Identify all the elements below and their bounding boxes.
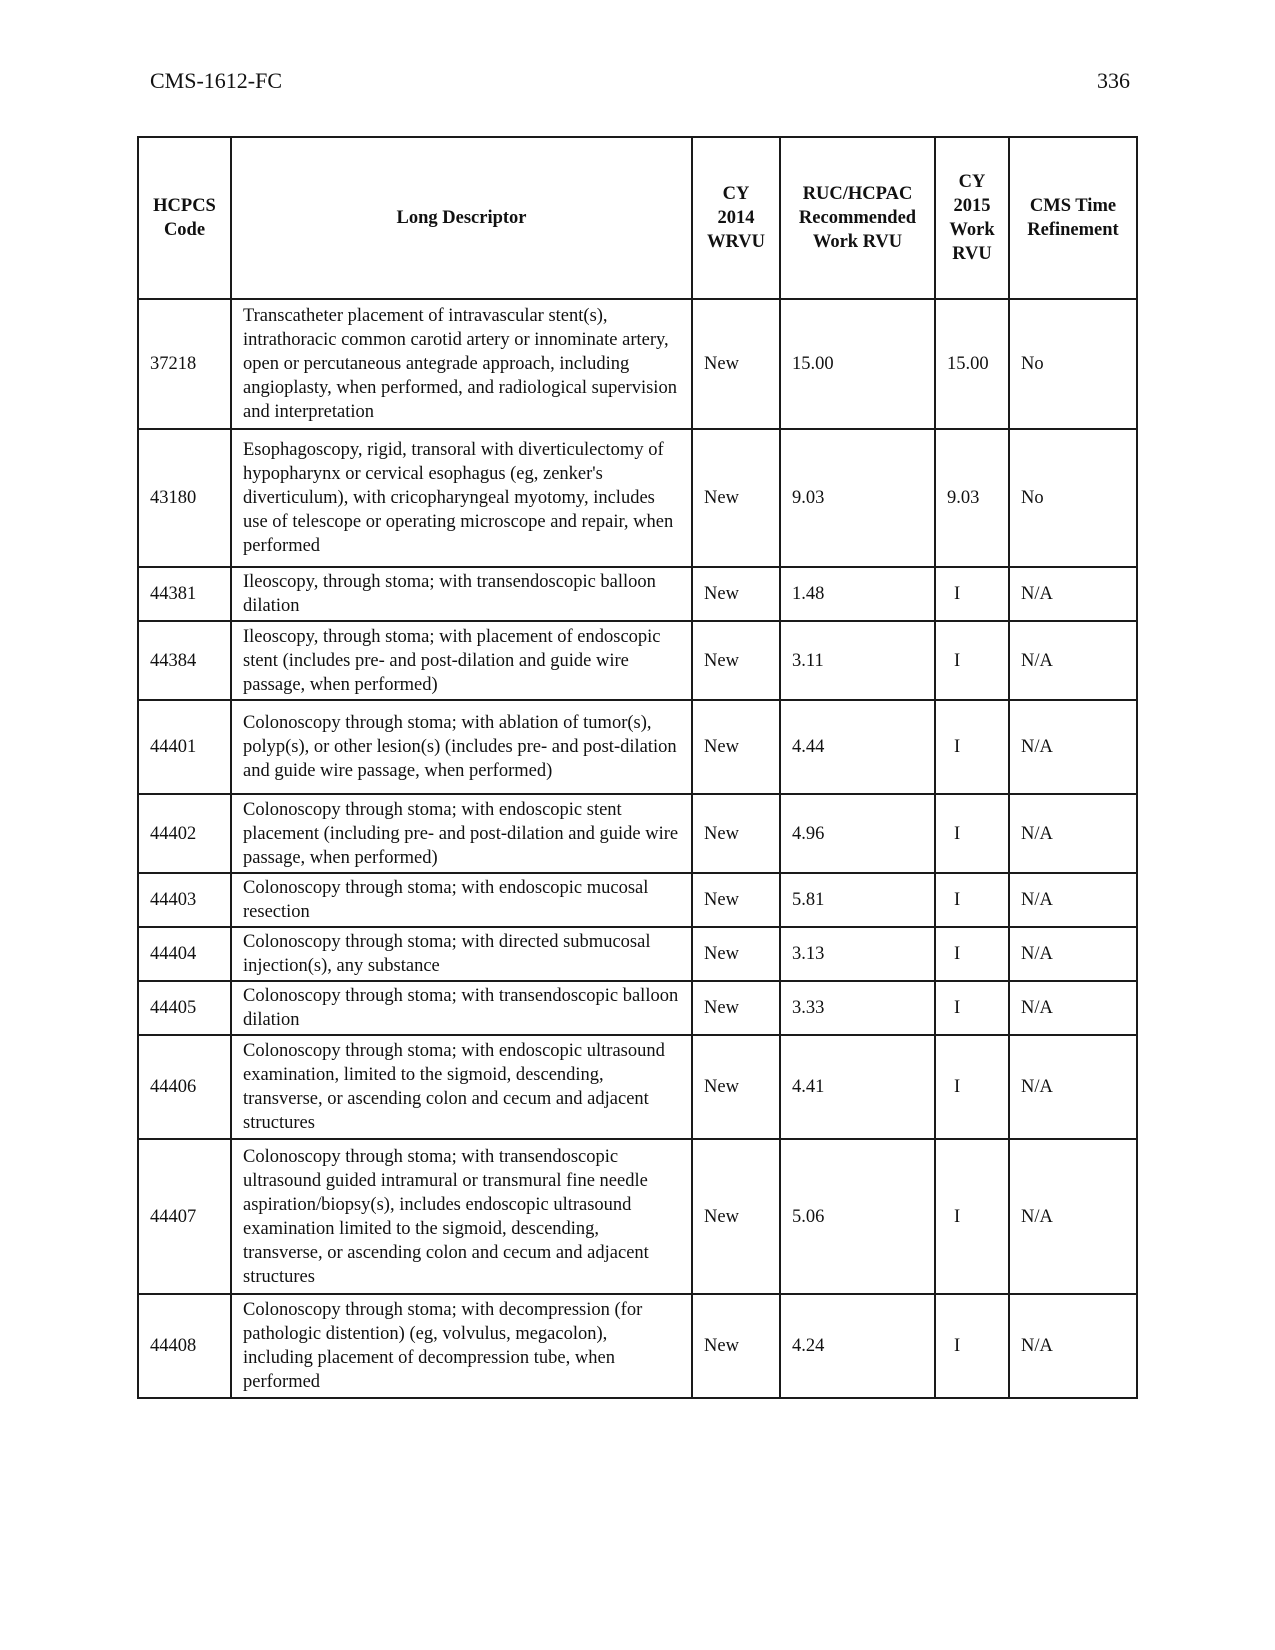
- ruc-rvu-cell: 4.96: [780, 794, 935, 873]
- cy2014-wrvu-cell: New: [692, 873, 780, 927]
- long-descriptor-cell: Colonoscopy through stoma; with endoscopic mucosal resection: [231, 873, 692, 927]
- table-row: [138, 981, 1137, 1035]
- time-refinement-cell: N/A: [1009, 1035, 1137, 1139]
- header-line: CY: [722, 184, 750, 204]
- table-row: [138, 700, 1137, 794]
- cy2015-rvu-cell: I: [935, 567, 1009, 621]
- cy2014-wrvu-cell: New: [692, 299, 780, 429]
- cy2015-rvu-cell: I: [935, 927, 1009, 981]
- time-refinement-cell: N/A: [1009, 1139, 1137, 1294]
- table-row: [138, 1035, 1137, 1139]
- hcpcs-code-cell: 37218: [138, 299, 231, 429]
- long-descriptor-cell: Esophagoscopy, rigid, transoral with diverticulectomy of hypopharynx or cervical esophagus (eg, zenker's diverticulum), with cricopharyngeal myotomy, includes use of telescope or operating microscope and repair, when performed: [231, 429, 692, 567]
- long-descriptor-cell: Colonoscopy through stoma; with ablation of tumor(s), polyp(s), or other lesion(s) (includes pre- and post-dilation and guide wire passage, when performed): [231, 700, 692, 794]
- long-descriptor-cell: Colonoscopy through stoma; with directed submucosal injection(s), any substance: [231, 927, 692, 981]
- cy2015-rvu-cell: I: [935, 794, 1009, 873]
- header-line: WRVU: [707, 232, 765, 252]
- hcpcs-code-cell: 44407: [138, 1139, 231, 1294]
- time-refinement-cell: N/A: [1009, 981, 1137, 1035]
- cy2015-work-rvu-header: [935, 137, 1009, 299]
- long-descriptor-cell: Transcatheter placement of intravascular stent(s), intrathoracic common carotid artery or innominate artery, open or percutaneous antegrade approach, including angioplasty, when performed, and radiological supervision and interpretation: [231, 299, 692, 429]
- rvu-table: [137, 136, 1138, 1399]
- cy2014-wrvu-cell: New: [692, 927, 780, 981]
- hcpcs-code-cell: 44406: [138, 1035, 231, 1139]
- time-refinement-cell: N/A: [1009, 794, 1137, 873]
- cy2014-wrvu-cell: New: [692, 429, 780, 567]
- long-descriptor-cell: Colonoscopy through stoma; with endoscopic ultrasound examination, limited to the sigmoid, descending, transverse, or ascending colon and cecum and adjacent structures: [231, 1035, 692, 1139]
- hcpcs-code-cell: 44381: [138, 567, 231, 621]
- page-header: [150, 70, 1130, 92]
- table-row: [138, 873, 1137, 927]
- table-row: [138, 299, 1137, 429]
- time-refinement-cell: N/A: [1009, 621, 1137, 700]
- cy2015-rvu-cell: I: [935, 873, 1009, 927]
- table-row: [138, 927, 1137, 981]
- time-refinement-cell: N/A: [1009, 873, 1137, 927]
- cy2015-rvu-cell: I: [935, 1139, 1009, 1294]
- time-refinement-cell: N/A: [1009, 567, 1137, 621]
- table-row: [138, 794, 1137, 873]
- table-row: [138, 1139, 1137, 1294]
- time-refinement-cell: No: [1009, 429, 1137, 567]
- cy2014-wrvu-cell: New: [692, 794, 780, 873]
- ruc-rvu-cell: 4.24: [780, 1294, 935, 1398]
- cy2015-rvu-cell: I: [935, 981, 1009, 1035]
- document-id: CMS-1612-FC: [150, 68, 283, 93]
- hcpcs-code-cell: 44408: [138, 1294, 231, 1398]
- long-descriptor-cell: Colonoscopy through stoma; with decompression (for pathologic distention) (eg, volvulus, megacolon), including placement of decompression tube, when performed: [231, 1294, 692, 1398]
- header-line: Work: [949, 220, 995, 240]
- ruc-rvu-cell: 5.06: [780, 1139, 935, 1294]
- long-descriptor-header: [231, 137, 692, 299]
- long-descriptor-cell: Colonoscopy through stoma; with transendoscopic balloon dilation: [231, 981, 692, 1035]
- table-row: [138, 429, 1137, 567]
- cy2015-rvu-cell: I: [935, 700, 1009, 794]
- table-row: [138, 1294, 1137, 1398]
- hcpcs-code-cell: 44405: [138, 981, 231, 1035]
- cy2015-rvu-cell: I: [935, 1294, 1009, 1398]
- header-line: Refinement: [1027, 220, 1119, 240]
- header-line: 2014: [717, 208, 755, 228]
- cy2014-wrvu-header: [692, 137, 780, 299]
- cms-time-refinement-header: [1009, 137, 1137, 299]
- table-row: [138, 621, 1137, 700]
- header-line: Long Descriptor: [396, 208, 527, 228]
- ruc-rvu-cell: 3.33: [780, 981, 935, 1035]
- time-refinement-cell: N/A: [1009, 927, 1137, 981]
- header-line: Code: [163, 220, 206, 240]
- cy2014-wrvu-cell: New: [692, 621, 780, 700]
- ruc-rvu-cell: 5.81: [780, 873, 935, 927]
- hcpcs-code-cell: 44401: [138, 700, 231, 794]
- time-refinement-cell: No: [1009, 299, 1137, 429]
- header-line: Work RVU: [812, 232, 903, 252]
- long-descriptor-cell: Colonoscopy through stoma; with endoscopic stent placement (including pre- and post-dilation and guide wire passage, when performed): [231, 794, 692, 873]
- table-header-row: [138, 137, 1137, 299]
- header-line: Recommended: [798, 208, 917, 228]
- long-descriptor-cell: Ileoscopy, through stoma; with transendoscopic balloon dilation: [231, 567, 692, 621]
- header-line: CY: [958, 172, 986, 192]
- hcpcs-code-cell: 44402: [138, 794, 231, 873]
- ruc-rvu-cell: 1.48: [780, 567, 935, 621]
- ruc-hcpac-rvu-header: [780, 137, 935, 299]
- page-number: 336: [1097, 68, 1130, 93]
- hcpcs-code-cell: 44384: [138, 621, 231, 700]
- header-line: RUC/HCPAC: [802, 184, 913, 204]
- header-line: CMS Time: [1029, 196, 1117, 216]
- cy2015-rvu-cell: 9.03: [935, 429, 1009, 567]
- cy2015-rvu-cell: I: [935, 621, 1009, 700]
- hcpcs-code-cell: 44403: [138, 873, 231, 927]
- hcpcs-code-cell: 43180: [138, 429, 231, 567]
- ruc-rvu-cell: 15.00: [780, 299, 935, 429]
- rvu-table-container: [137, 136, 1138, 1399]
- cy2014-wrvu-cell: New: [692, 1139, 780, 1294]
- ruc-rvu-cell: 3.11: [780, 621, 935, 700]
- cy2014-wrvu-cell: New: [692, 1294, 780, 1398]
- ruc-rvu-cell: 4.41: [780, 1035, 935, 1139]
- header-line: RVU: [952, 244, 992, 264]
- table-body: [138, 299, 1137, 1398]
- cy2014-wrvu-cell: New: [692, 981, 780, 1035]
- time-refinement-cell: N/A: [1009, 700, 1137, 794]
- ruc-rvu-cell: 9.03: [780, 429, 935, 567]
- hcpcs-code-cell: 44404: [138, 927, 231, 981]
- ruc-rvu-cell: 3.13: [780, 927, 935, 981]
- header-line: 2015: [953, 196, 991, 216]
- cy2014-wrvu-cell: New: [692, 567, 780, 621]
- cy2015-rvu-cell: I: [935, 1035, 1009, 1139]
- table-row: [138, 567, 1137, 621]
- long-descriptor-cell: Colonoscopy through stoma; with transendoscopic ultrasound guided intramural or transmural fine needle aspiration/biopsy(s), includes endoscopic ultrasound examination limited to the sigmoid, descending, transverse, or ascending colon and cecum and adjacent structures: [231, 1139, 692, 1294]
- cy2015-rvu-cell: 15.00: [935, 299, 1009, 429]
- header-line: HCPCS: [153, 196, 216, 216]
- cy2014-wrvu-cell: New: [692, 1035, 780, 1139]
- cy2014-wrvu-cell: New: [692, 700, 780, 794]
- ruc-rvu-cell: 4.44: [780, 700, 935, 794]
- time-refinement-cell: N/A: [1009, 1294, 1137, 1398]
- long-descriptor-cell: Ileoscopy, through stoma; with placement of endoscopic stent (includes pre- and post-dilation and guide wire passage, when performed): [231, 621, 692, 700]
- hcpcs-code-header: [138, 137, 231, 299]
